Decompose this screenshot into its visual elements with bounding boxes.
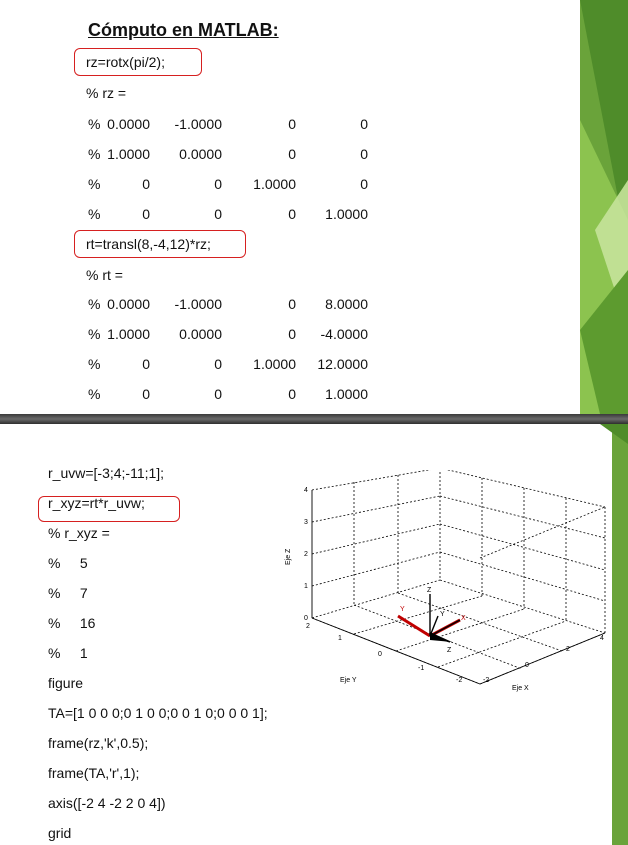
comment-marker: %	[88, 356, 101, 372]
matrix-cell: 1.0000	[107, 326, 150, 342]
slide-separator	[0, 414, 628, 424]
matrix-cell: 0	[288, 206, 296, 222]
code-line: frame(TA,'r',1);	[48, 765, 140, 781]
code-rz-assign: rz=rotx(pi/2);	[86, 54, 165, 70]
y-axis-label: Eje Y	[340, 677, 357, 684]
comment-marker: %	[88, 116, 101, 132]
matrix-cell: 0	[288, 296, 296, 312]
matrix-cell: 1.0000	[253, 356, 296, 372]
matrix-cell: 0	[288, 386, 296, 402]
matrix-cell: 0	[214, 176, 222, 192]
slide-bottom	[0, 424, 628, 845]
code-line: % 7	[48, 585, 88, 601]
axis-tick-label: -2	[456, 677, 463, 684]
code-line: r_uvw=[-3;4;-11;1];	[48, 465, 165, 481]
matrix-cell: 1.0000	[325, 206, 368, 222]
axis-tick-label: -2	[483, 677, 490, 684]
axis-tick-label: 2	[566, 646, 570, 653]
code-line: % 5	[48, 555, 88, 571]
z-axis-label: Eje Z	[285, 548, 292, 565]
code-line: % 1	[48, 645, 88, 661]
matrix-cell: 0.0000	[107, 296, 150, 312]
code-rt-assign: rt=transl(8,-4,12)*rz;	[86, 236, 211, 252]
matrix-cell: 0	[214, 206, 222, 222]
matrix-cell: 0	[142, 356, 150, 372]
matrix-cell: 1.0000	[253, 176, 296, 192]
comment-marker: %	[88, 206, 101, 222]
slide-title: Cómputo en MATLAB:	[88, 20, 279, 40]
frame-label-y-black: Y	[440, 611, 445, 618]
code-line: r_xyz=rt*r_uvw;	[48, 495, 145, 511]
matrix-cell: 0	[288, 326, 296, 342]
rt-output-header: % rt =	[86, 267, 123, 283]
matrix-cell: 1.0000	[325, 386, 368, 402]
axis-tick-label: 4	[600, 635, 604, 642]
code-line: axis([-2 4 -2 2 0 4])	[48, 795, 166, 811]
comment-marker: %	[88, 296, 101, 312]
matrix-cell: 0	[360, 116, 368, 132]
axis-tick-label: 2	[304, 551, 308, 558]
frame-label-y-red: Y	[400, 606, 405, 613]
axis-tick-label: 0	[378, 651, 382, 658]
comment-marker: %	[88, 146, 101, 162]
comment-marker: %	[88, 326, 101, 342]
axis-tick-label: 1	[338, 635, 342, 642]
axis-tick-label: 4	[304, 487, 308, 494]
matrix-cell: 0	[214, 356, 222, 372]
matrix-cell: 0	[360, 176, 368, 192]
code-line: grid	[48, 825, 72, 841]
matrix-cell: 0	[288, 116, 296, 132]
matrix-cell: 0	[214, 386, 222, 402]
axis-tick-label: -1	[418, 665, 425, 672]
matrix-cell: 1.0000	[107, 146, 150, 162]
frame-label-x-red: X	[461, 615, 466, 622]
code-line: % 16	[48, 615, 96, 631]
matrix-cell: 0	[288, 146, 296, 162]
frame-label-z-black: Z	[447, 647, 452, 654]
frame-label-z: Z	[427, 587, 432, 594]
matrix-cell: 0.0000	[179, 146, 222, 162]
x-axis-label: Eje X	[512, 685, 529, 692]
matrix-cell: 0	[142, 206, 150, 222]
code-line: figure	[48, 675, 84, 691]
matrix-cell: 12.0000	[317, 356, 368, 372]
matrix-cell: 0.0000	[107, 116, 150, 132]
axis-tick-label: 1	[304, 583, 308, 590]
code-line: % r_xyz =	[48, 525, 110, 541]
axis-tick-label: 0	[525, 662, 529, 669]
matrix-cell: 0	[360, 146, 368, 162]
code-line: frame(rz,'k',0.5);	[48, 735, 149, 751]
comment-marker: %	[88, 386, 101, 402]
comment-marker: %	[88, 176, 101, 192]
axis-tick-label: 2	[306, 623, 310, 630]
matrix-cell: 8.0000	[325, 296, 368, 312]
matrix-cell: -4.0000	[320, 326, 368, 342]
matrix-cell: 0.0000	[179, 326, 222, 342]
axis-tick-label: 3	[304, 519, 308, 526]
code-line: TA=[1 0 0 0;0 1 0 0;0 0 1 0;0 0 0 1];	[48, 705, 268, 721]
axis-tick-label: 0	[304, 615, 308, 622]
slide-top	[0, 0, 628, 414]
matlab-3d-plot	[280, 470, 610, 700]
matrix-cell: 0	[142, 386, 150, 402]
matrix-cell: -1.0000	[174, 296, 222, 312]
matrix-cell: -1.0000	[174, 116, 222, 132]
rz-output-header: % rz =	[86, 85, 127, 101]
matrix-cell: 0	[142, 176, 150, 192]
